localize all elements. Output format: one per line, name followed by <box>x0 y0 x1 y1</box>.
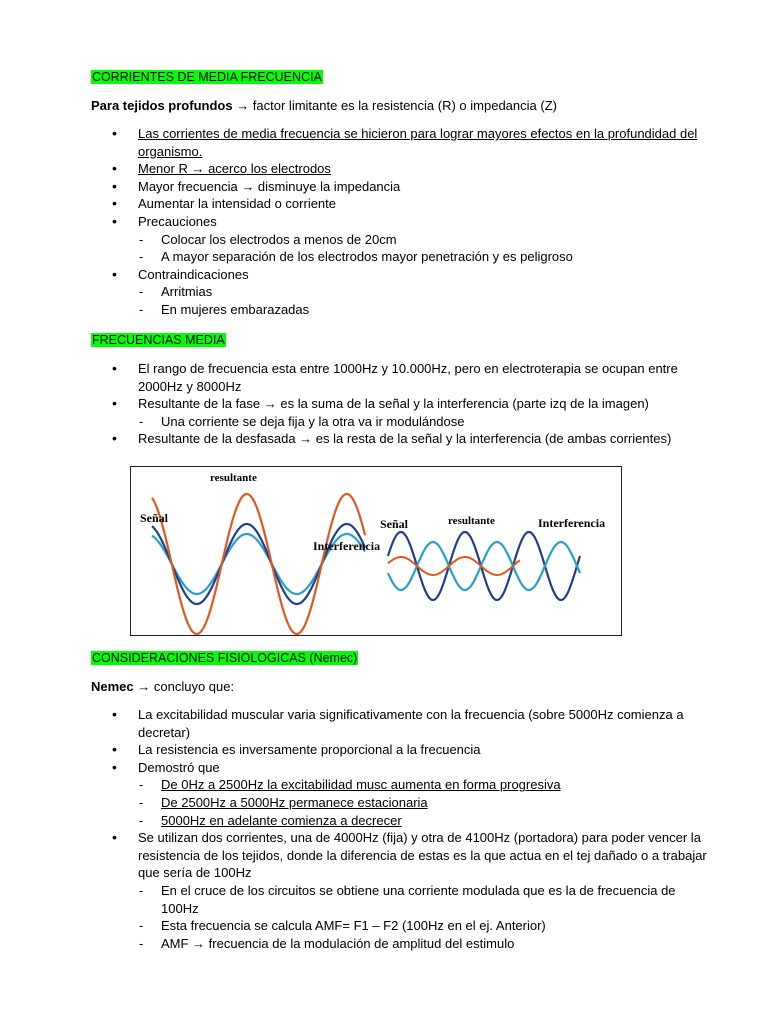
lead-rest: → concluyo que: <box>133 679 235 694</box>
sub-item: - En el cruce de los circuitos se obtiene una corriente modulada que es la de frecuencia de 100Hz <box>91 882 711 917</box>
lead-bold: Nemec <box>91 679 134 694</box>
sub-item: - A mayor separación de los electrodos mayor penetración y es peligroso <box>91 248 711 266</box>
sub-item: - Una corriente se deja fija y la otra va ir modulándose <box>91 413 711 431</box>
lead-rest: → factor limitante es la resistencia (R) o impedancia (Z) <box>232 98 557 113</box>
list-item: • Contraindicaciones <box>91 266 711 284</box>
waveform-svg <box>130 466 622 636</box>
list-consideraciones <box>91 706 711 952</box>
sub-item: 5000Hz en adelante comienza a decrecer <box>161 812 402 828</box>
left-label-senal: Señal <box>140 511 169 525</box>
lead-bold: Para tejidos profundos <box>91 98 233 113</box>
list-item: • Se utilizan dos corrientes, una de 4000Hz (fija) y otra de 4100Hz (portadora) para poder vencer la resistencia de los tejidos, donde la diferencia de estas es la que actua en el tej dañado o a trabajar que sería de 100Hz <box>91 829 711 882</box>
section-heading-frecuencias <box>91 332 226 348</box>
lead-line-nemec <box>91 678 234 695</box>
list-item: • Demostró que <box>91 759 711 777</box>
waveform-figure <box>130 466 622 636</box>
sub-item: - En mujeres embarazadas <box>91 301 711 319</box>
list-frecuencias <box>91 360 711 448</box>
sub-item: De 2500Hz a 5000Hz permanece estacionaria <box>161 794 428 810</box>
lead-line-tejidos <box>91 97 557 114</box>
sub-item: - Arritmias <box>91 283 711 301</box>
list-item: • Menor R → acerco los electrodos <box>91 160 331 178</box>
heading-text: CORRIENTES DE MEDIA FRECUENCIA <box>92 70 322 84</box>
left-label-resultante: resultante <box>210 472 257 484</box>
section-heading-consideraciones <box>91 650 358 666</box>
right-label-interferencia: Interferencia <box>538 516 606 530</box>
left-label-interferencia: Interferencia <box>313 539 381 553</box>
list-item: • Resultante de la fase → es la suma de la señal y la interferencia (parte izq de la imagen) <box>91 395 711 413</box>
right-label-resultante: resultante <box>448 515 495 527</box>
sub-item: De 0Hz a 2500Hz la excitabilidad musc aumenta en forma progresiva <box>161 777 561 793</box>
list-item: • Resultante de la desfasada → es la resta de la señal y la interferencia (de ambas corrientes) <box>91 430 711 448</box>
list-item: • Las corrientes de media frecuencia se hicieron para lograr mayores efectos en la profundidad del organismo. <box>91 125 711 160</box>
list-item: • Mayor frecuencia → disminuye la impedancia <box>91 178 711 196</box>
list-item: • Precauciones <box>91 213 711 231</box>
heading-text: FRECUENCIAS MEDIA <box>92 333 225 347</box>
heading-text: CONSIDERACIONES FISIOLOGICAS (Nemec) <box>92 651 358 665</box>
list-item: • La excitabilidad muscular varia significativamente con la frecuencia (sobre 5000Hz comienza a decretar) <box>91 706 711 741</box>
sub-item: - Esta frecuencia se calcula AMF= F1 – F2 (100Hz en el ej. Anterior) <box>91 917 711 935</box>
sub-item: - Colocar los electrodos a menos de 20cm <box>91 231 711 249</box>
section-heading-corrientes <box>91 69 323 85</box>
sub-item: - AMF → frecuencia de la modulación de amplitud del estimulo <box>91 935 711 953</box>
list-item: • La resistencia es inversamente proporcional a la frecuencia <box>91 741 711 759</box>
list-corrientes <box>91 125 711 319</box>
list-item: • El rango de frecuencia esta entre 1000Hz y 10.000Hz, pero en electroterapia se ocupan entre 2000Hz y 8000Hz <box>91 360 711 395</box>
list-item: • Aumentar la intensidad o corriente <box>91 195 711 213</box>
right-label-senal: Señal <box>380 517 409 531</box>
